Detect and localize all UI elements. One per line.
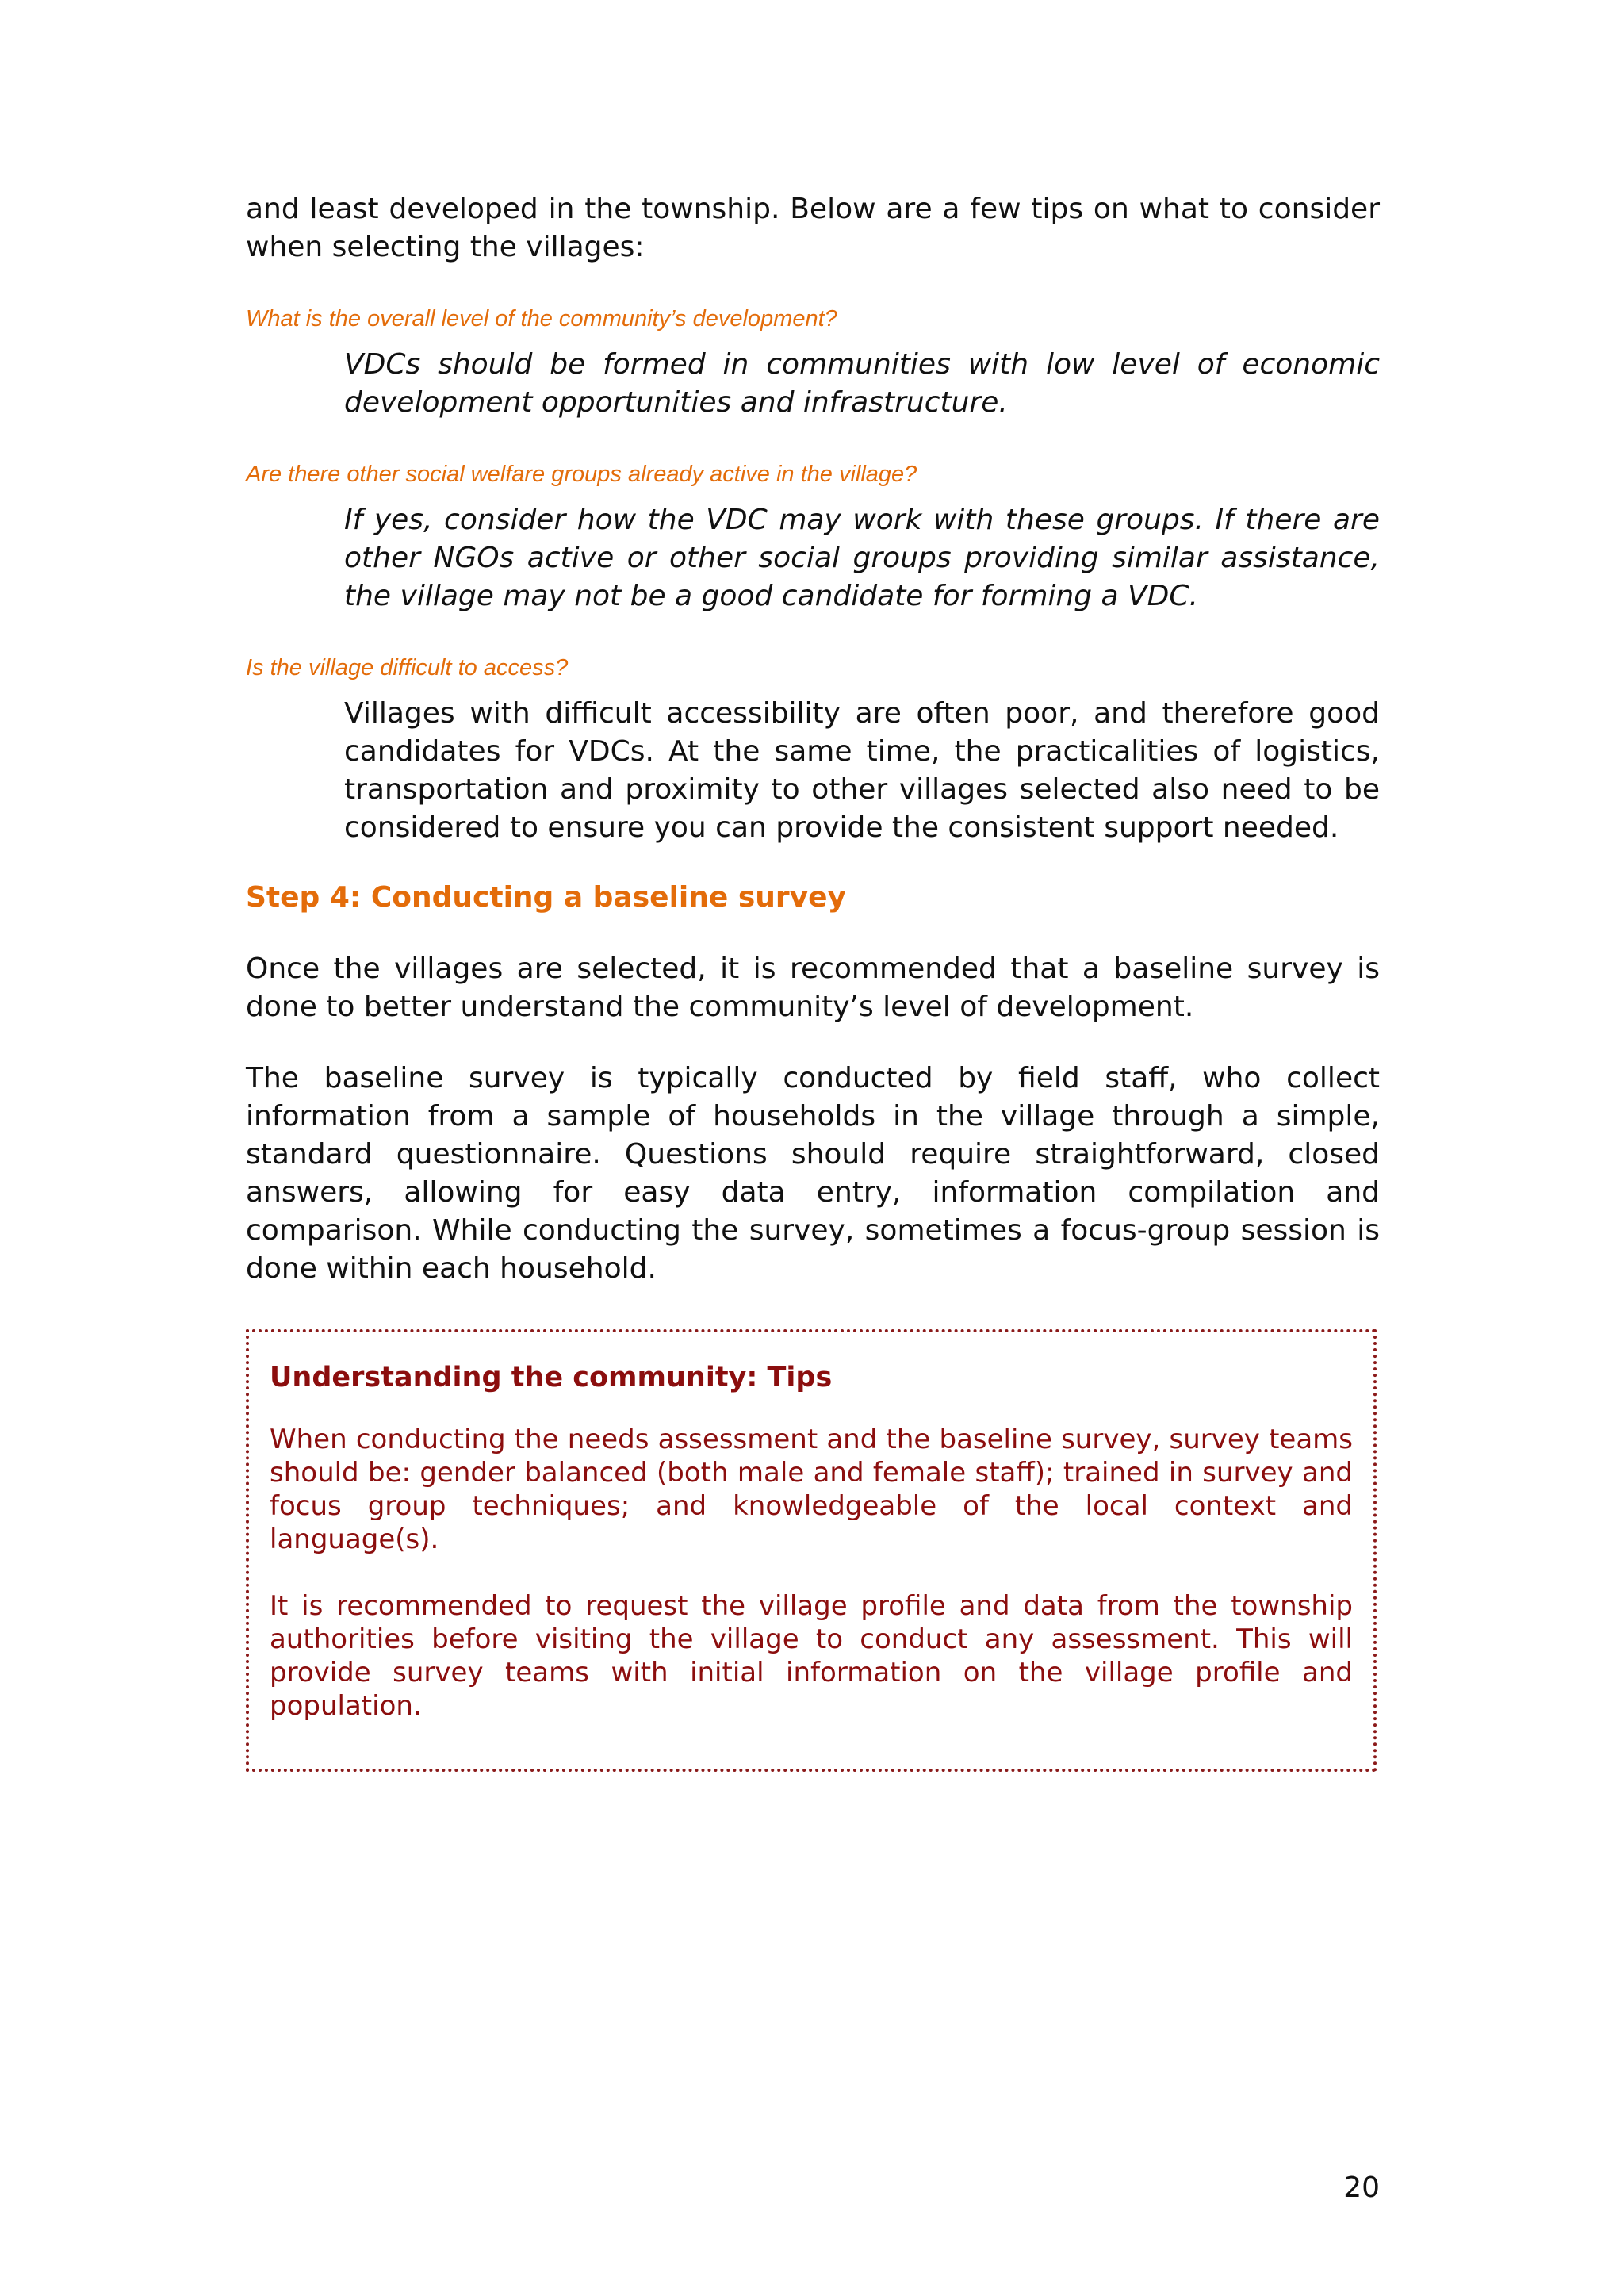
document-body xyxy=(246,190,1380,1288)
tips-box xyxy=(246,1329,1377,1772)
tips-paragraph-1: When conducting the needs assessment and the baseline survey, survey teams should be: gender balanced (both male and female staff); trained in survey and focus group techniques; and knowledgeable of the local context and language(s). xyxy=(270,1424,1353,1555)
step-4-paragraph-1: Once the villages are selected, it is recommended that a baseline survey is done to better understand the community’s level of development. xyxy=(246,953,1380,1023)
answer-development-level: VDCs should be formed in communities with low level of economic development opportunities and infrastructure. xyxy=(344,348,1380,419)
step-4-heading: Step 4: Conducting a baseline survey xyxy=(246,881,846,914)
question-development-level: What is the overall level of the community’s development? xyxy=(246,306,837,332)
tips-paragraph-2: It is recommended to request the village profile and data from the township authorities before visiting the village to conduct any assessment. This will provide survey teams with initial information on the village profile and population. xyxy=(270,1590,1353,1722)
step-4-paragraph-2: The baseline survey is typically conducted by field staff, who collect information from a sample of households in the village through a simple, standard questionnaire. Questions should require straightforward, closed answers, allowing for easy data entry, information compilation and comparison. While conducting the survey, sometimes a focus-group session is done within each household. xyxy=(246,1062,1380,1285)
question-social-welfare-groups: Are there other social welfare groups already active in the village? xyxy=(246,462,917,487)
answer-village-access: Villages with difficult accessibility are often poor, and therefore good candidates for VDCs. At the same time, the practicalities of logistics, transportation and proximity to other villages selected also need to be considered to ensure you can provide the consistent support needed. xyxy=(344,697,1380,844)
tips-title: Understanding the community: Tips xyxy=(270,1362,833,1393)
intro-paragraph: and least developed in the township. Below are a few tips on what to consider when selecting the villages: xyxy=(246,193,1380,263)
page-number: 20 xyxy=(1343,2171,1380,2204)
question-village-access: Is the village difficult to access? xyxy=(246,655,569,680)
answer-social-welfare-groups: If yes, consider how the VDC may work with these groups. If there are other NGOs active or other social groups providing similar assistance, the village may not be a good candidate for forming a VDC. xyxy=(344,504,1380,612)
